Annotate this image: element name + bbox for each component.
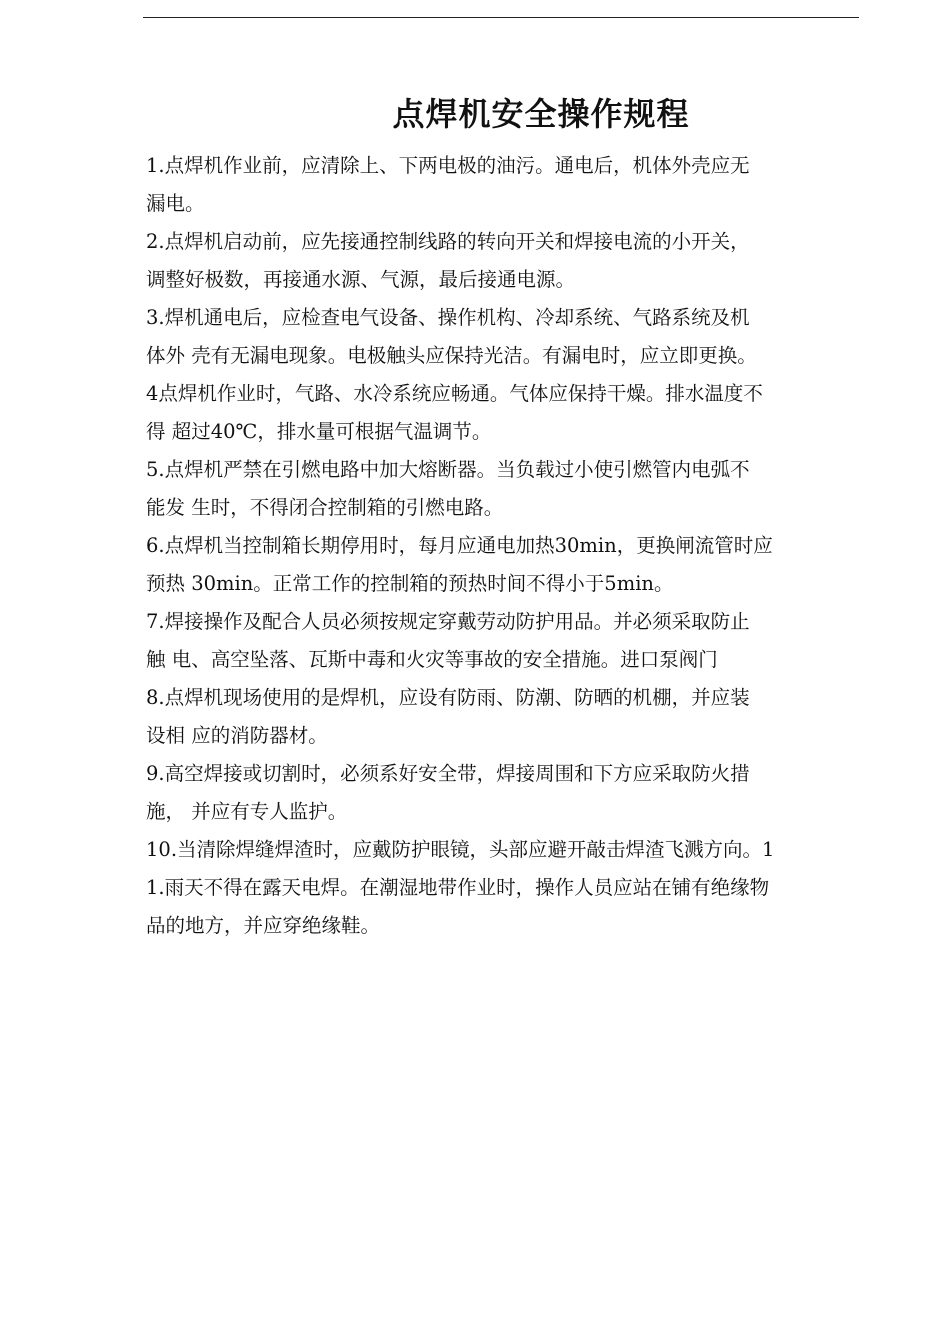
text-line: 施， 并应有专人监护。 xyxy=(146,800,348,823)
text-line: 6.点焊机当控制箱长期停用时，每月应通电加热30min，更换闸流管时应 xyxy=(146,534,773,557)
text-line: 9.高空焊接或切割时，必须系好安全带，焊接周围和下方应采取防火措 xyxy=(146,762,750,785)
text-line: 漏电。 xyxy=(146,192,205,215)
text-line: 1.点焊机作业前，应清除上、下两电极的油污。通电后，机体外壳应无 xyxy=(146,154,750,177)
text-line: 预热 30min。正常工作的控制箱的预热时间不得小于5min。 xyxy=(146,572,674,595)
text-line: 8.点焊机现场使用的是焊机，应设有防雨、防潮、防晒的机棚，并应装 xyxy=(146,686,750,709)
text-line: 体外 壳有无漏电现象。电极触头应保持光洁。有漏电时，应立即更换。 xyxy=(146,344,757,367)
text-line: 能发 生时，不得闭合控制箱的引燃电路。 xyxy=(146,496,504,519)
text-line: 调整好极数，再接通水源、气源，最后接通电源。 xyxy=(146,268,576,291)
text-line: 得 超过40℃，排水量可根据气温调节。 xyxy=(146,420,492,443)
text-line: 设相 应的消防器材。 xyxy=(146,724,328,747)
text-line: 4点焊机作业时，气路、水冷系统应畅通。气体应保持干燥。排水温度不 xyxy=(146,382,763,405)
text-line: 1.雨天不得在露天电焊。在潮湿地带作业时，操作人员应站在铺有绝缘物 xyxy=(146,876,770,899)
text-line: 5.点焊机严禁在引燃电路中加大熔断器。当负载过小使引燃管内电弧不 xyxy=(146,458,750,481)
text-line: 触 电、高空坠落、瓦斯中毒和火灾等事故的安全措施。进口泵阀门 xyxy=(146,648,718,671)
text-line: 10.当清除焊缝焊渣时，应戴防护眼镜，头部应避开敲击焊渣飞溅方向。1 xyxy=(146,838,775,861)
text-line: 3.焊机通电后，应检查电气设备、操作机构、冷却系统、气路系统及机 xyxy=(146,306,750,329)
text-line: 7.焊接操作及配合人员必须按规定穿戴劳动防护用品。并必须采取防止 xyxy=(146,610,750,633)
text-line: 品的地方，并应穿绝缘鞋。 xyxy=(146,914,381,937)
document-body xyxy=(146,147,860,945)
text-line: 2.点焊机启动前，应先接通控制线路的转向开关和焊接电流的小开关， xyxy=(146,230,750,253)
page-title: 点焊机安全操作规程 xyxy=(392,95,690,133)
header-rule xyxy=(143,17,859,18)
